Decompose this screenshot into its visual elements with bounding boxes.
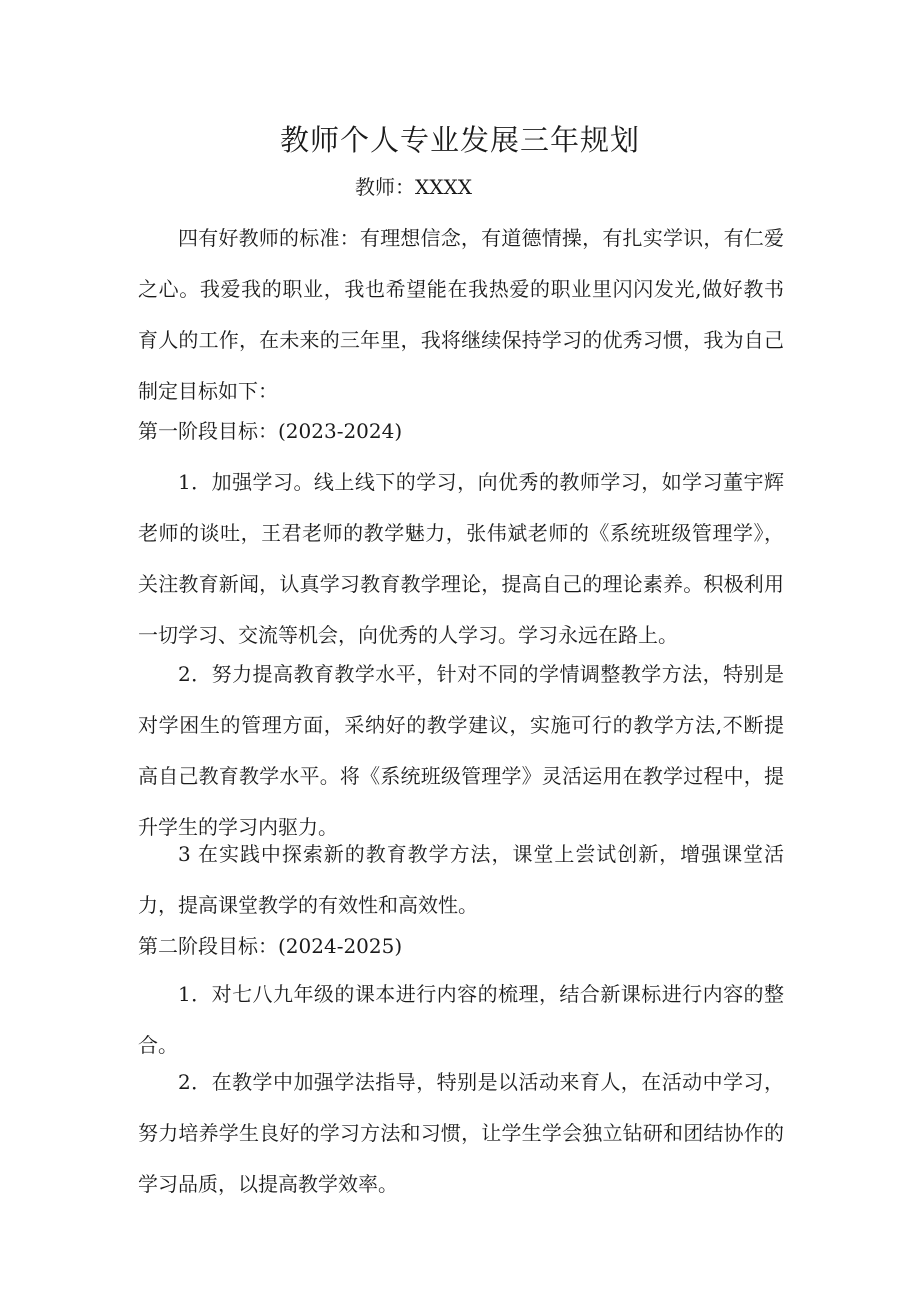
stage-1-item-1: 1．加强学习。线上线下的学习，向优秀的教师学习，如学习董宇辉老师的谈吐，王君老师的教学魅力，张伟斌老师的《系统班级管理学》，关注教育新闻，认真学习教育教学理论，提高自己的理论素养。积极利用一切学习、交流等机会，向优秀的人学习。学习永远在路上。 bbox=[138, 470, 784, 647]
stage-1-heading: 第一阶段目标：(2023-2024) bbox=[138, 419, 403, 443]
stage-1-item-2: 2．努力提高教育教学水平，针对不同的学情调整教学方法，特别是对学困生的管理方面，采纳好的教学建议，实施可行的教学方法,不断提高自己教育教学水平。将《系统班级管理学》灵活运用在教学过程中，提升学生的学习内驱力。 bbox=[138, 662, 784, 839]
stage-1-item-3: 3 在实践中探索新的教育教学方法，课堂上尝试创新，增强课堂活力，提高课堂教学的有效性和高效性。 bbox=[138, 842, 784, 917]
stage-2-heading: 第二阶段目标：(2024-2025) bbox=[138, 934, 403, 958]
teacher-name-line: 教师：XXXX bbox=[355, 175, 472, 199]
stage-2-item-2: 2．在教学中加强学法指导，特别是以活动来育人，在活动中学习，努力培养学生良好的学习方法和习惯，让学生学会独立钻研和团结协作的学习品质，以提高教学效率。 bbox=[138, 1070, 784, 1196]
stage-2-item-1: 1．对七八九年级的课本进行内容的梳理，结合新课标进行内容的整合。 bbox=[138, 982, 784, 1057]
intro-paragraph: 四有好教师的标准：有理想信念，有道德情操，有扎实学识，有仁爱之心。我爱我的职业，我也希望能在我热爱的职业里闪闪发光,做好教书育人的工作，在未来的三年里，我将继续保持学习的优秀习惯，我为自己制定目标如下： bbox=[138, 226, 784, 403]
document-title: 教师个人专业发展三年规划 bbox=[279, 123, 640, 157]
